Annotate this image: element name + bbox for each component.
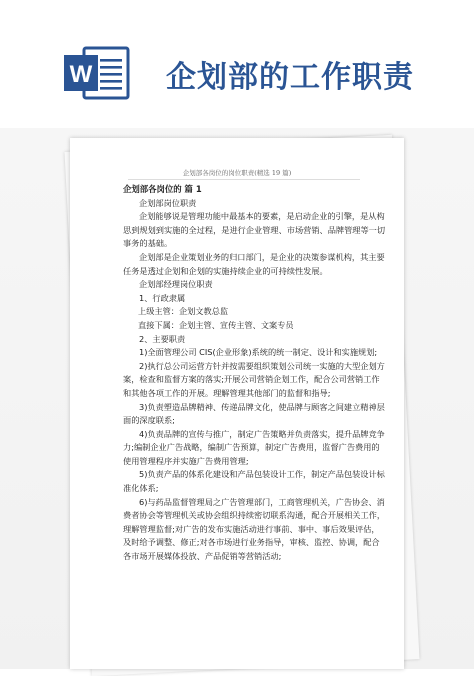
paragraph: 企划部岗位职责 <box>139 197 197 208</box>
paragraph: 6)与药品监督管理局之广告管理部门，工商管理机关，广告协会、消费者协会等管理机关或协会组织持续密切联系沟通，配合开展相关工作，理解管理监督;对广告的发布实施活动进行事前、事中、事后效果评估，及时给予调整、修正;对各市场进行业务指导，审核、监控、协调，配合各市场开展媒体投放、产品促销等营销活动; <box>123 496 386 562</box>
document-page <box>70 138 404 669</box>
paragraph: 5)负责产品的体系化建设和产品包装设计工作，制定产品包装设计标准化体系; <box>123 469 385 494</box>
paragraph: 企划部是企业策划业务的归口部门，是企业的决策参谋机构，其主要任务是透过企划和企划的实施持续企业的可持续性发展。 <box>123 251 385 276</box>
paragraph: 直接下属：企划主管、宣传主管、文案专员 <box>138 319 294 330</box>
paragraph: 3)负责塑造品牌精神、传递品牌文化，使品牌与顾客之间建立精神层面的深度联系; <box>123 401 385 426</box>
paragraph: 企划能够说是管理功能中最基本的要素，是启动企业的引擎，是从构思到规划到实施的全过程，是进行企业管理、市场营销、品牌管理等一切事务的基础。 <box>123 211 386 249</box>
document-body <box>123 183 385 564</box>
paragraph: 1)全面管理公司 CIS(企业形象)系统的统一制定、设计和实施规划; <box>139 347 378 358</box>
header-divider <box>128 179 360 180</box>
paragraph: 1、行政隶属 <box>139 292 186 303</box>
word-icon-letter: W <box>69 61 93 88</box>
word-document-icon <box>62 42 132 104</box>
banner <box>0 0 474 140</box>
paragraph: 2、主要职责 <box>139 333 186 344</box>
section-title: 企划部各岗位的 篇 1 <box>123 184 202 194</box>
paragraph: 4)负责品牌的宣传与推广，制定广告策略并负责落实，提升品牌竞争力;编制企业广告战略，编制广告预算，制定广告费用，监督广告费用的使用管理程序并实施广告费用管理; <box>123 428 385 466</box>
document-header: 企划部各岗位的岗位职责(精选 19 篇) <box>182 169 292 177</box>
paragraph: 企划部经理岗位职责 <box>139 279 213 290</box>
paragraph: 2)执行总公司运营方针并按需要组织策划公司统一实施的大型企划方案，检查和监督方案的落实;开展公司营销企划工作，配合公司营销工作和其他各项工作的开展。理解管理其他部门的监督和指导; <box>123 360 385 398</box>
paragraph: 上级主管：企划文教总监 <box>138 306 229 317</box>
banner-title: 企划部的工作职责 <box>166 60 414 95</box>
